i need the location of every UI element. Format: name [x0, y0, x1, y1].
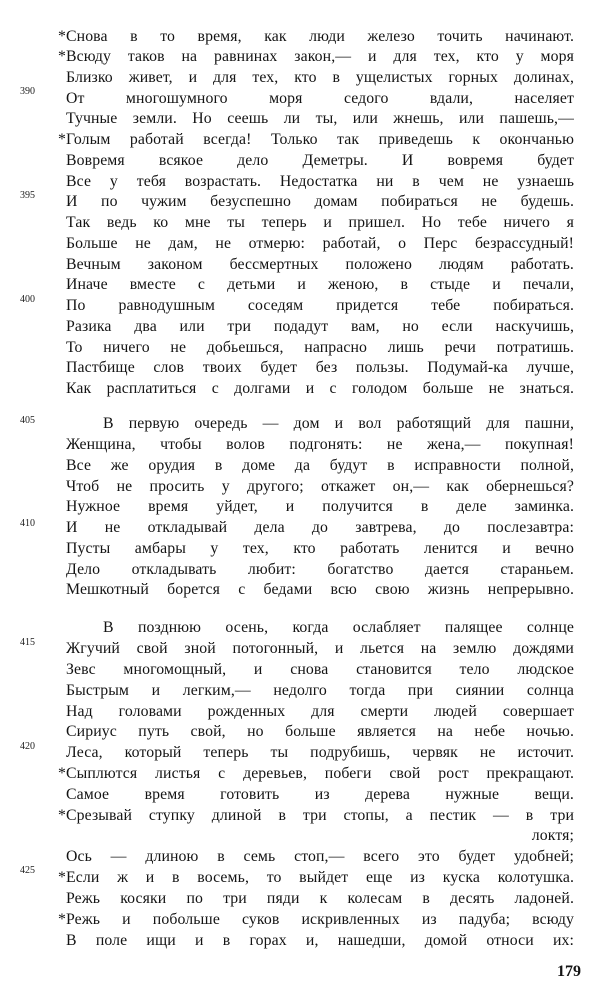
verse-line-continuation: локтя; [531, 827, 574, 844]
verse-line: От многошумного моря седого вдали, населяет [66, 90, 574, 107]
verse-line: *Срезывай ступку длиной в три стопы, а пестик — в три [58, 807, 574, 824]
line-number-390: 390 [20, 86, 35, 97]
verse-line: Разика два или три подадут вам, но если наскучишь, [66, 318, 574, 335]
line-number-415: 415 [20, 637, 35, 648]
verse-line: Женщина, чтобы волов подгонять: не жена,— покупная! [66, 436, 574, 453]
verse-line: Над головами рожденных для смерти людей совершает [66, 703, 574, 720]
verse-line: Вовремя всякое дело Деметры. И вовремя будет [66, 152, 574, 169]
verse-line: *Снова в то время, как люди железо точить начинают. [58, 28, 574, 45]
verse-line: Тучные земли. Но сеешь ли ты, или жнешь, или пашешь,— [66, 110, 574, 127]
verse-line: Жгучий свой зной потогонный, и льется на землю дождями [66, 640, 574, 657]
verse-line: Все же орудия в доме да будут в исправности полной, [66, 457, 574, 474]
verse-line: Режь косяки по три пяди к колесам в десять ладоней. [66, 890, 574, 907]
verse-line: *Режь и побольше суков искривленных из падуба; всюду [58, 911, 574, 928]
verse-line: Все у тебя возрастать. Недостатка ни в чем не узнаешь [66, 173, 574, 190]
line-number-405: 405 [20, 415, 35, 426]
verse-line: Ось — длиною в семь стоп,— всего это будет удобней; [66, 848, 574, 865]
line-number-400: 400 [20, 294, 35, 305]
verse-line: По равнодушным соседям придется тебе побираться. [66, 297, 574, 314]
verse-line: *Сыплются листья с деревьев, побеги свой рост прекращают. [58, 765, 574, 782]
verse-line: Иначе вместе с детьми и женою, в стыде и печали, [66, 276, 574, 293]
verse-line: В первую очередь — дом и вол работящий для пашни, [103, 415, 574, 432]
page-number: 179 [557, 963, 581, 980]
verse-line: Так ведь ко мне ты теперь и пришел. Но тебе ничего я [66, 214, 574, 231]
verse-line: *Голым работай всегда! Только так приведешь к окончанью [58, 131, 574, 148]
verse-line: Вечным законом бессмертных положено людям работать. [66, 256, 574, 273]
verse-line: Мешкотный борется с бедами всю свою жизнь непрерывно. [66, 581, 574, 598]
verse-line: Как расплатиться с долгами и с голодом больше не знаться. [66, 380, 574, 397]
verse-line: Больше не дам, не отмерю: работай, о Перс безрассудный! [66, 235, 574, 252]
verse-line: В позднюю осень, когда ослабляет палящее солнце [103, 619, 574, 636]
verse-line: Дело откладывать любит: богатство дается стараньем. [66, 561, 574, 578]
verse-line: То ничего не добьешься, напрасно лишь речи потратишь. [66, 339, 574, 356]
verse-line: *Если ж и в восемь, то выйдет еще из куска колотушка. [58, 869, 574, 886]
verse-line: Пастбище слов твоих будет без пользы. Подумай-ка лучше, [66, 359, 574, 376]
verse-line: *Всюду таков на равнинах закон,— и для тех, кто у моря [58, 48, 574, 65]
verse-line: И по чужим безуспешно домам побираться не будешь. [66, 193, 574, 210]
verse-line: Самое время готовить из дерева нужные вещи. [66, 786, 574, 803]
verse-line: Пусты амбары у тех, кто работать ленится и вечно [66, 540, 574, 557]
verse-line: Сириус путь свой, но больше является на небе ночью. [66, 723, 574, 740]
line-number-410: 410 [20, 518, 35, 529]
verse-line: Чтоб не просить у другого; откажет он,— как обернешься? [66, 478, 574, 495]
verse-line: В поле ищи и в горах и, нашедши, домой относи их: [66, 932, 574, 949]
verse-line: Леса, который теперь ты подрубишь, червяк не источит. [66, 744, 574, 761]
line-number-395: 395 [20, 190, 35, 201]
line-number-425: 425 [20, 865, 35, 876]
verse-line: Нужное время уйдет, и получится в деле заминка. [66, 498, 574, 515]
line-number-420: 420 [20, 741, 35, 752]
verse-line: Быстрым и легким,— недолго тогда при сиянии солнца [66, 682, 574, 699]
verse-line: Близко живет, и для тех, кто в ущелистых горных долинах, [66, 69, 574, 86]
verse-line: И не откладывай дела до завтрева, до послезавтра: [66, 519, 574, 536]
verse-line: Зевс многомощный, и снова становится тело людское [66, 661, 574, 678]
